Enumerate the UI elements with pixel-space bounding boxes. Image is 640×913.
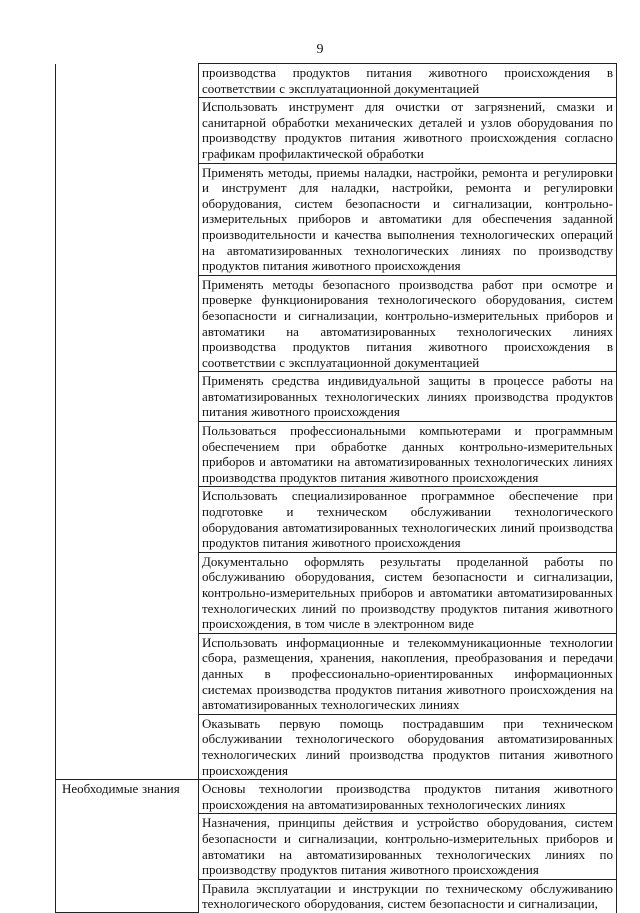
page-number: 9 bbox=[316, 42, 324, 57]
table-cell-text: Документально оформлять результаты проделанной работы по обслуживанию оборудования, систем безопасности и сигнализации, контрольно-измерительных приборов и автоматики автоматизированных технологических линий по производству продуктов питания животного происхождения, в том числе в электронном виде bbox=[199, 552, 617, 633]
table-cell-text: Оказывать первую помощь пострадавшим при техническом обслуживании технологического оборудования автоматизированных технологических линий производства продуктов питания животного происхождения bbox=[199, 714, 617, 779]
table-cell-text: Использовать специализированное программное обеспечение при подготовке и техническом обслуживании технологического оборудования автоматизированных технологических линий производства продуктов питания животного происхождения bbox=[199, 487, 617, 552]
table-cell-text: Назначения, принципы действия и устройство оборудования, систем безопасности и сигнализации, контрольно-измерительных приборов и автоматики на автоматизированных технологических линиях по производству продуктов питания животного происхождения bbox=[199, 814, 617, 879]
table-row bbox=[56, 64, 617, 98]
skills-label-cell bbox=[56, 64, 199, 780]
table-cell-text: Правила эксплуатации и инструкции по техническому обслуживанию технологического оборудования, систем безопасности и сигнализации, bbox=[199, 879, 617, 913]
table-cell-text: Применять методы, приемы наладки, настройки, ремонта и регулировки и инструмент для наладки, настройки, ремонта и регулировки оборудования, систем безопасности и сигнализации, контрольно-измерительных приборов и автоматики для обеспечения заданной производительности и качества выполнения технологических операций на автоматизированных технологических линиях по производству продуктов питания животного происхождения bbox=[199, 163, 617, 275]
table-cell-text: Применять методы безопасного производства работ при осмотре и проверке функционирования технологического оборудования, систем безопасности и сигнализации, контрольно-измерительных приборов и автоматики на автоматизированных технологических линиях производства продуктов питания животного происхождения в соответствии с эксплуатационной документацией bbox=[199, 275, 617, 372]
table-cell-text: Применять средства индивидуальной защиты в процессе работы на автоматизированных технологических линиях производства продуктов питания животного происхождения bbox=[199, 372, 617, 422]
table-cell-text: производства продуктов питания животного происхождения в соответствии с эксплуатационной документацией bbox=[199, 64, 617, 98]
table-cell-text: Пользоваться профессиональными компьютерами и программным обеспечением при обработке данных контрольно-измерительных приборов и автоматики на автоматизированных технологических линиях производства продуктов питания животного происхождения bbox=[199, 422, 617, 487]
requirements-table bbox=[55, 63, 617, 913]
table-cell-text: Основы технологии производства продуктов питания животного происхождения на автоматизированных технологических линиях bbox=[199, 780, 617, 814]
knowledge-label-cell: Необходимые знания bbox=[56, 780, 199, 913]
table-cell-text: Использовать инструмент для очистки от загрязнений, смазки и санитарной обработки механических деталей и узлов оборудования по производству продуктов питания животного происхождения согласно графикам профилактической обработки bbox=[199, 98, 617, 163]
table-row bbox=[56, 780, 617, 814]
table-cell-text: Использовать информационные и телекоммуникационные технологии сбора, размещения, хранения, накопления, преобразования и передачи данных в профессионально-ориентированных информационных системах производства продуктов питания животного происхождения на автоматизированных технологических линиях bbox=[199, 633, 617, 714]
